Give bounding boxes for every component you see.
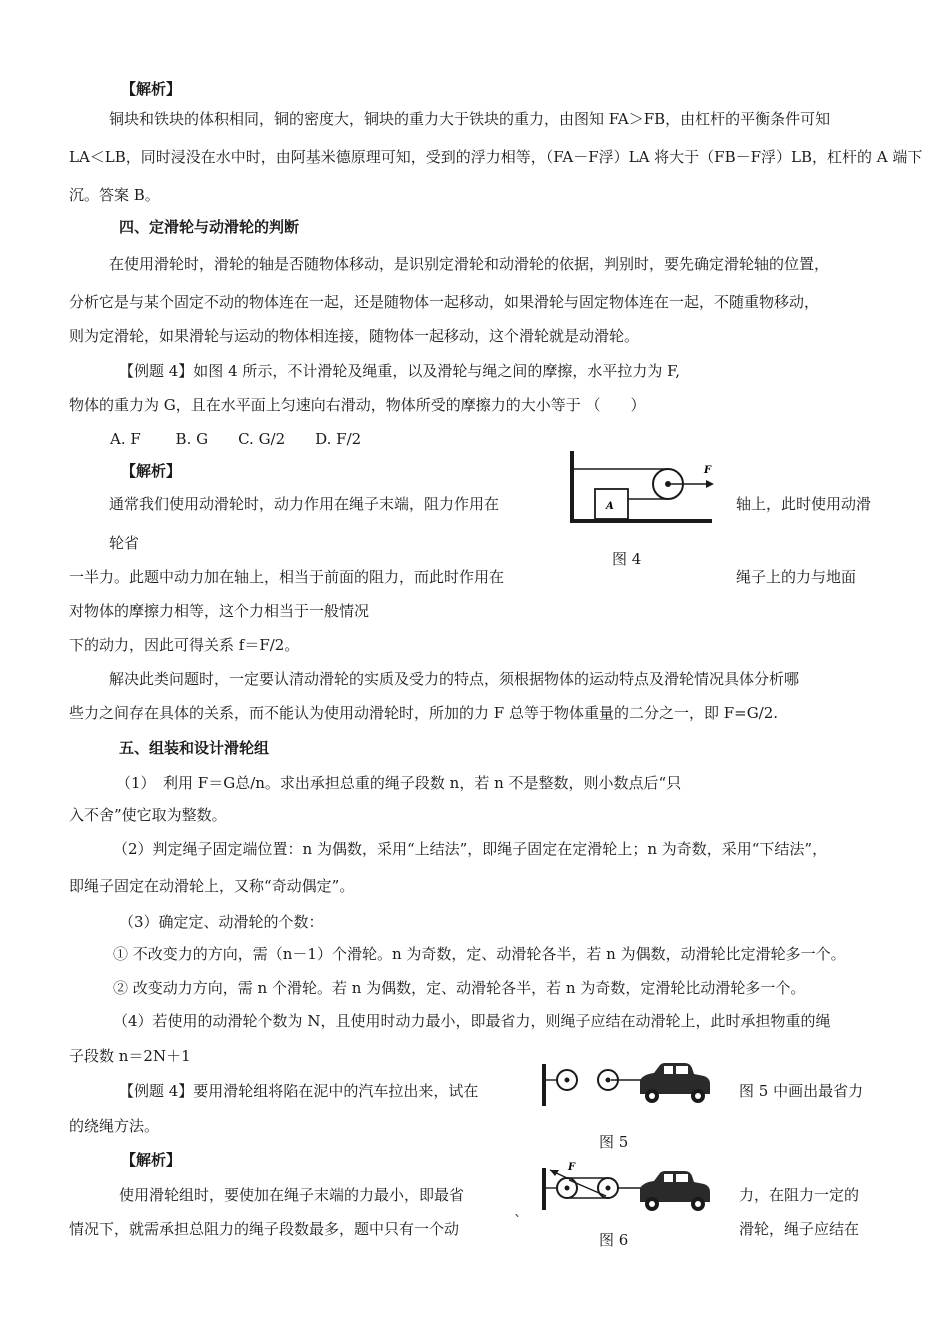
wall: [542, 1168, 546, 1210]
force-label: F: [568, 1162, 576, 1173]
wall: [570, 451, 574, 523]
paragraph-line: （4）若使用的动滑轮个数为 N，且使用时动力最小，即最省力，则绳子应结在动滑轮上，此时承担物重的绳: [113, 1012, 831, 1030]
analysis-tag: 【解析】: [121, 462, 182, 480]
analysis-tag: 【解析】: [121, 80, 182, 98]
figure-6-car-pulley: [540, 1158, 712, 1214]
example-line: 图 5 中画出最省力: [739, 1082, 864, 1100]
force-label: F: [704, 465, 712, 476]
paragraph-line: 解决此类问题时，一定要认清动滑轮的实质及受力的特点，须根据物体的运动特点及滑轮情况具体分析哪: [109, 670, 800, 688]
paragraph-line: 铜块和铁块的体积相同，铜的密度大，铜块的重力大于铁块的重力，由图知 FA＞FB，由杠杆的平衡条件可知: [109, 110, 831, 128]
paragraph-line: 力，在阻力一定的: [739, 1186, 860, 1204]
paragraph-line: 子段数 n＝2N＋1: [69, 1047, 191, 1065]
paragraph-line: 绳子上的力与地面: [736, 568, 857, 586]
paragraph-line: 些力之间存在具体的关系，而不能认为使用动滑轮时，所加的力 F 总等于物体重量的二分之一，即 F=G/2.: [69, 704, 779, 722]
paragraph-line: 即绳子固定在动滑轮上，又称“奇动偶定”。: [69, 877, 355, 895]
figure-5-car-pulley: [540, 1060, 712, 1110]
figure-5-caption: 图 5: [599, 1133, 629, 1151]
example-line: 【例题 4】如图 4 所示，不计滑轮及绳重，以及滑轮与绳之间的摩擦，水平拉力为 F,: [119, 362, 681, 380]
paragraph-line: 在使用滑轮时，滑轮的轴是否随物体移动，是识别定滑轮和动滑轮的依据，判别时，要先确定滑轮轴的位置，: [109, 255, 830, 273]
example-line: 的绕绳方法。: [69, 1117, 160, 1135]
paragraph-line: 入不舍”使它取为整数。: [69, 806, 227, 824]
paragraph-line: 滑轮，绳子应结在: [739, 1220, 860, 1238]
figure-4-pulley-diagram: [568, 449, 718, 529]
paragraph-line: 轮省: [109, 534, 140, 552]
figure-4-caption: 图 4: [612, 550, 642, 568]
paragraph-line: （2）判定绳子固定端位置：n 为偶数，采用“上结法”，即绳子固定在定滑轮上；n 为奇数，采用“下结法”，: [113, 840, 828, 858]
paragraph-line: 下的动力，因此可得关系 f＝F/2。: [69, 636, 300, 654]
paragraph-line: 一半力。此题中动力加在轴上，相当于前面的阻力，而此时作用在: [69, 568, 505, 586]
section-heading: 四、定滑轮与动滑轮的判断: [119, 218, 300, 236]
analysis-tag: 【解析】: [121, 1151, 182, 1169]
car-icon: [640, 1171, 710, 1211]
section-heading: 五、组装和设计滑轮组: [119, 739, 270, 757]
paragraph-line: LA＜LB，同时浸没在水中时，由阿基米德原理可知，受到的浮力相等，（FA－F浮）LA 将大于（FB－F浮）LB，杠杆的 A 端下: [69, 148, 923, 166]
paragraph-line: ② 改变动力方向，需 n 个滑轮。若 n 为偶数，定、动滑轮各半，若 n 为奇数，定滑轮比动滑轮多一个。: [113, 979, 806, 997]
paragraph-line: 情况下，就需承担总阻力的绳子段数最多，题中只有一个动: [69, 1220, 460, 1238]
stray-mark: `: [514, 1212, 522, 1230]
example-line: 【例题 4】要用滑轮组将陷在泥中的汽车拉出来，试在: [119, 1082, 479, 1100]
figure-6-caption: 图 6: [599, 1231, 629, 1249]
paragraph-line: 沉。答案 B。: [69, 186, 160, 204]
car-icon: [640, 1063, 710, 1103]
ground: [570, 519, 712, 523]
paragraph-line: 使用滑轮组时，要使加在绳子末端的力最小，即最省: [119, 1186, 465, 1204]
answer-options: A. F B. G C. G/2 D. F/2: [110, 430, 362, 448]
paragraph-line: ① 不改变力的方向，需（n－1）个滑轮。n 为奇数，定、动滑轮各半，若 n 为偶数，动滑轮比定滑轮多一个。: [113, 945, 846, 963]
example-line: 物体的重力为 G，且在水平面上匀速向右滑动，物体所受的摩擦力的大小等于 （ ）: [69, 396, 646, 414]
paragraph-line: 通常我们使用动滑轮时，动力作用在绳子末端，阻力作用在: [109, 495, 500, 513]
paragraph-line: 则为定滑轮，如果滑轮与运动的物体相连接，随物体一起移动，这个滑轮就是动滑轮。: [69, 327, 640, 345]
paragraph-line: （1） 利用 F＝G总/n。求出承担总重的绳子段数 n，若 n 不是整数，则小数点后“只: [116, 774, 682, 792]
paragraph-line: 对物体的摩擦力相等，这个力相当于一般情况: [69, 602, 370, 620]
paragraph-line: （3）确定定、动滑轮的个数：: [119, 913, 324, 931]
wall: [542, 1064, 546, 1106]
block-label: A: [606, 501, 614, 512]
paragraph-line: 分析它是与某个固定不动的物体连在一起，还是随物体一起移动，如果滑轮与固定物体连在一起，不随重物移动，: [69, 293, 820, 311]
paragraph-line: 轴上，此时使用动滑: [736, 495, 872, 513]
